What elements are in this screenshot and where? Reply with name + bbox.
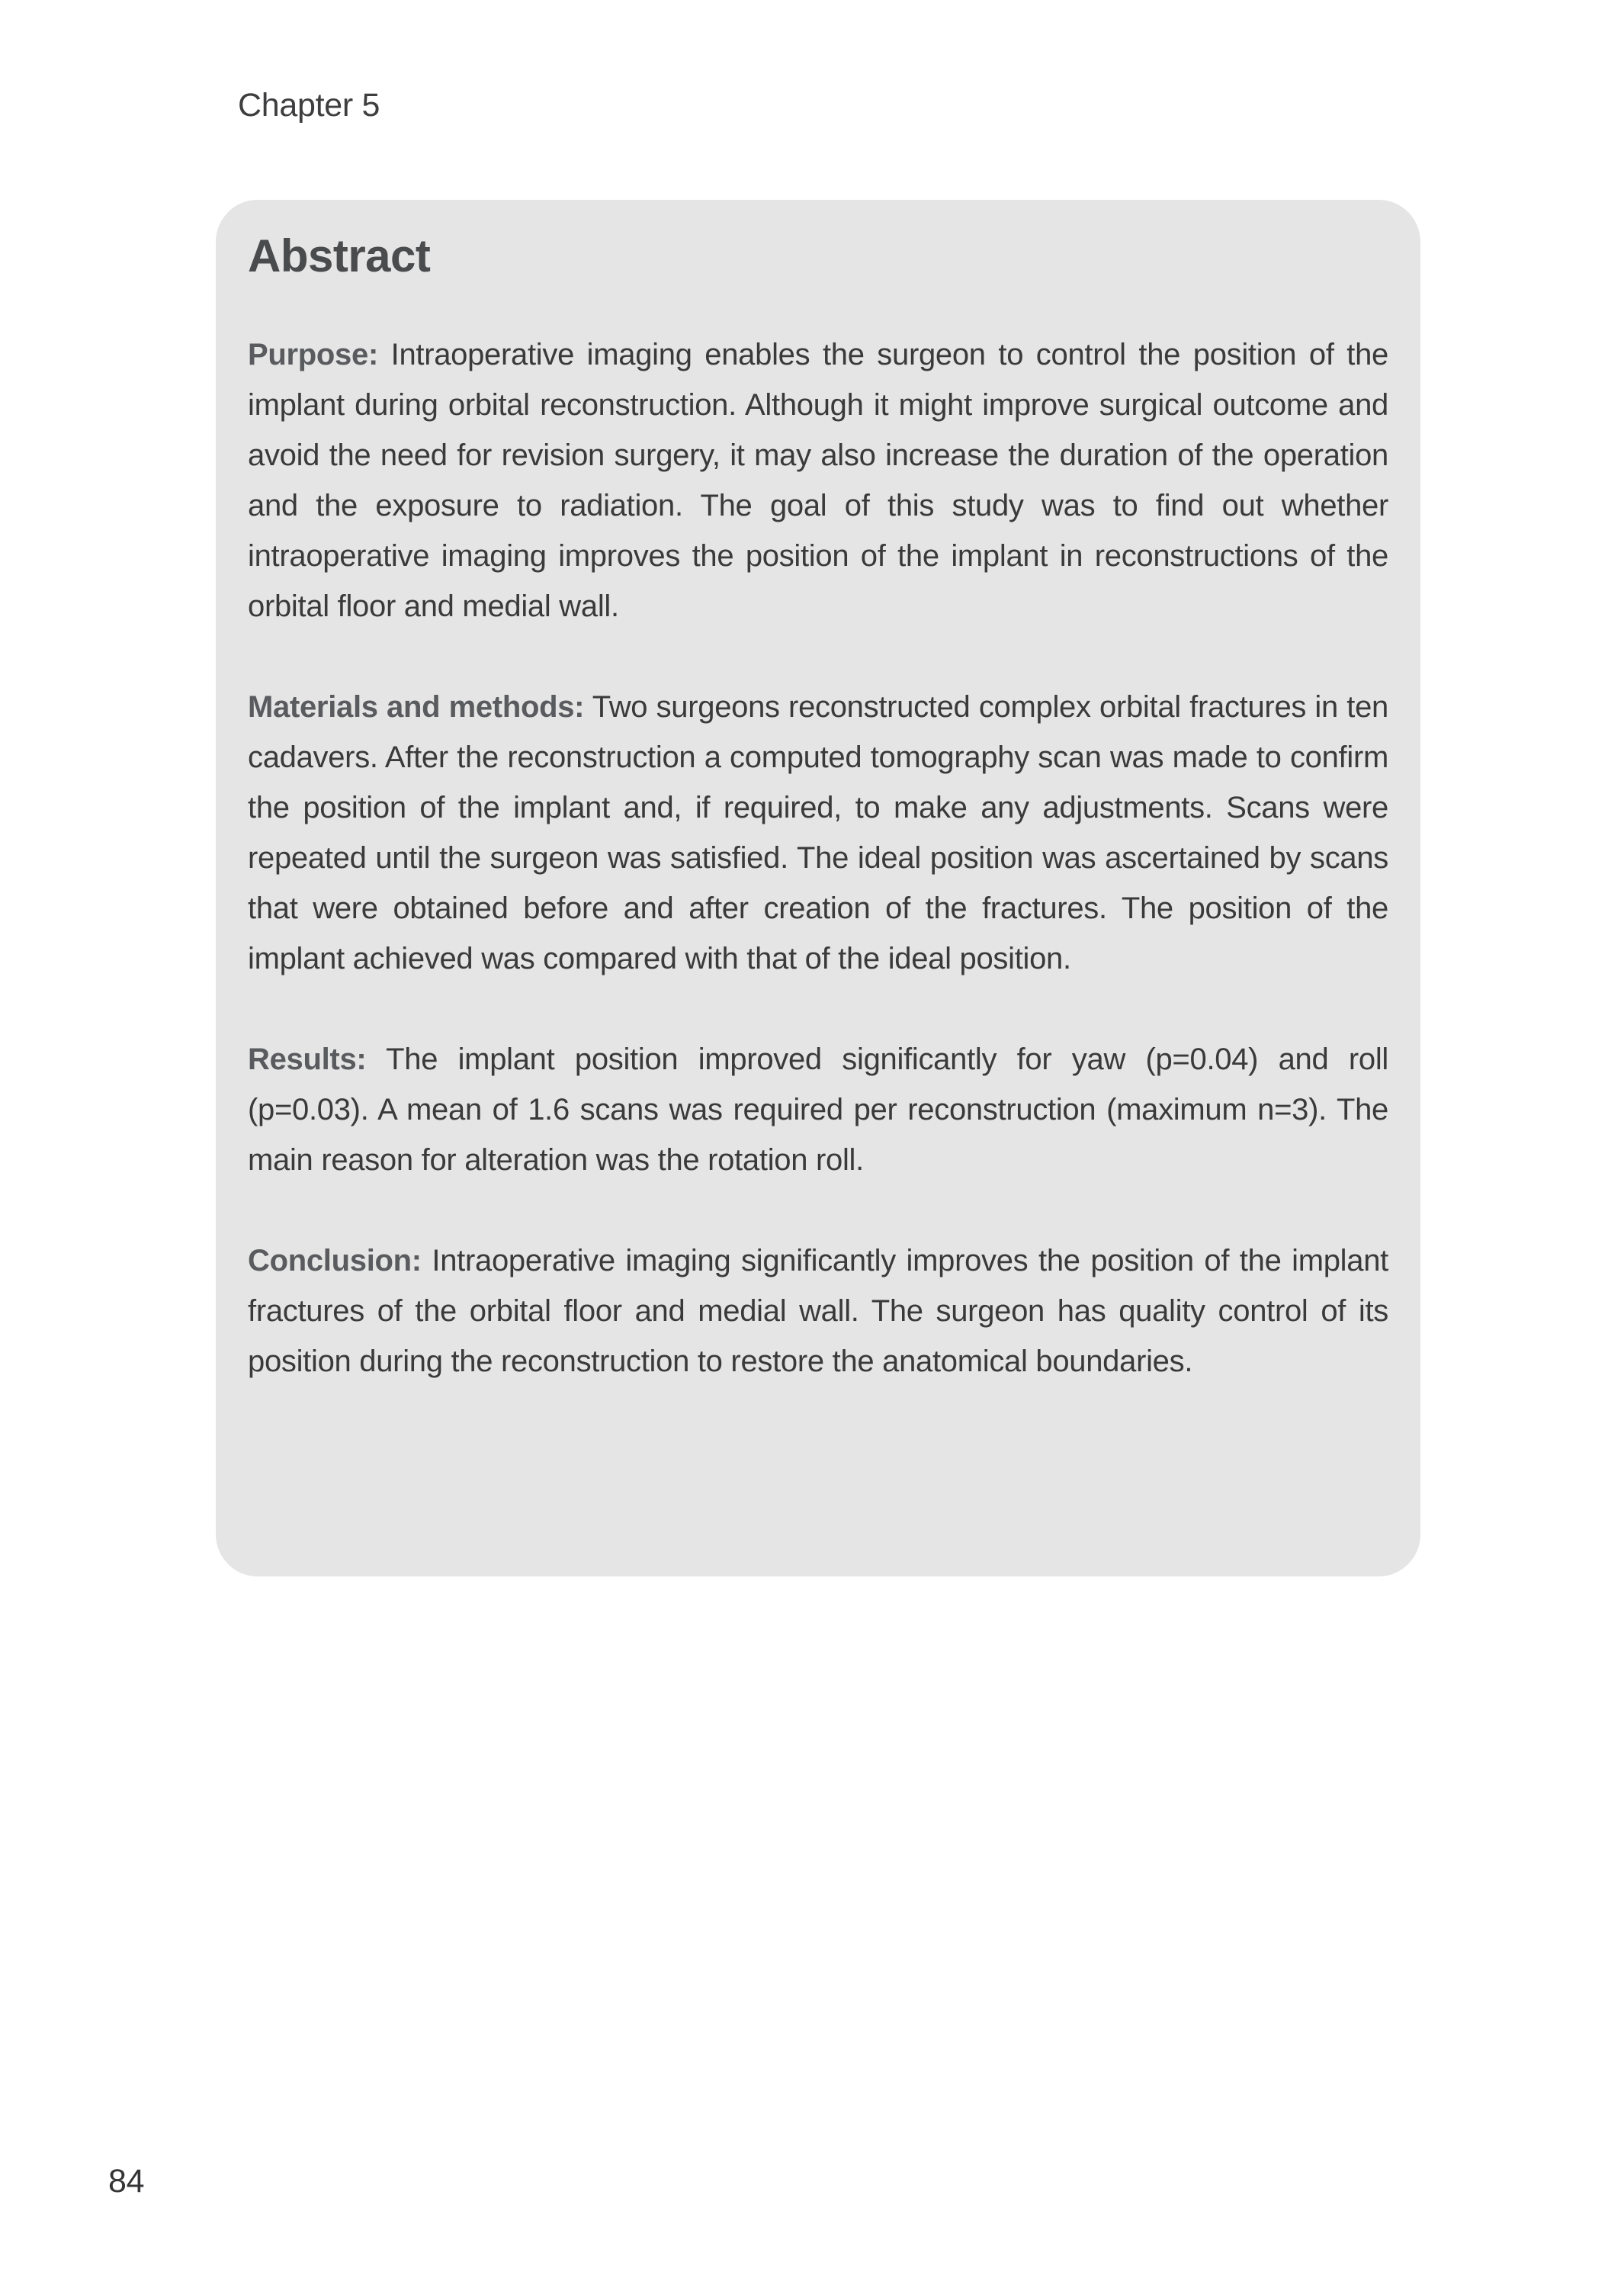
conclusion-label: Conclusion: bbox=[248, 1244, 422, 1277]
purpose-label: Purpose: bbox=[248, 338, 378, 371]
materials-methods-label: Materials and methods: bbox=[248, 690, 585, 724]
abstract-box bbox=[216, 200, 1420, 1576]
purpose-paragraph bbox=[248, 329, 1388, 631]
results-text: The implant position improved significantly for yaw (p=0.04) and roll (p=0.03). A mean of 1.6 scans was required per reconstruction (maximum n=3). The main reason for alteration was the rotation roll. bbox=[248, 1043, 1389, 1177]
conclusion-text: Intraoperative imaging significantly improves the position of the implant fractures of the orbital floor and medial wall. The surgeon has quality control of its position during the reconstruction to restore the anatomical boundaries. bbox=[248, 1244, 1388, 1378]
conclusion-paragraph bbox=[248, 1236, 1388, 1387]
materials-methods-text: Two surgeons reconstructed complex orbital fractures in ten cadavers. After the reconstruction a computed tomography scan was made to confirm the position of the implant and, if required, to make any adjustments. Scans were repeated until the surgeon was satisfied. The ideal position was ascertained by scans that were obtained before and after creation of the fractures. The position of the implant achieved was compared with that of the ideal position. bbox=[248, 690, 1388, 975]
results-paragraph bbox=[248, 1034, 1388, 1185]
materials-methods-paragraph bbox=[248, 682, 1388, 984]
results-label: Results: bbox=[248, 1043, 367, 1076]
page-number: 84 bbox=[108, 2163, 145, 2200]
purpose-text: Intraoperative imaging enables the surgeon to control the position of the implant during orbital reconstruction. Although it might improve surgical outcome and avoid the need for revision surgery, it may also increase the duration of the operation and the exposure to radiation. The goal of this study was to find out whether intraoperative imaging improves the position of the implant in reconstructions of the orbital floor and medial wall. bbox=[248, 338, 1388, 623]
abstract-title: Abstract bbox=[248, 230, 431, 281]
chapter-label: Chapter 5 bbox=[238, 87, 380, 124]
